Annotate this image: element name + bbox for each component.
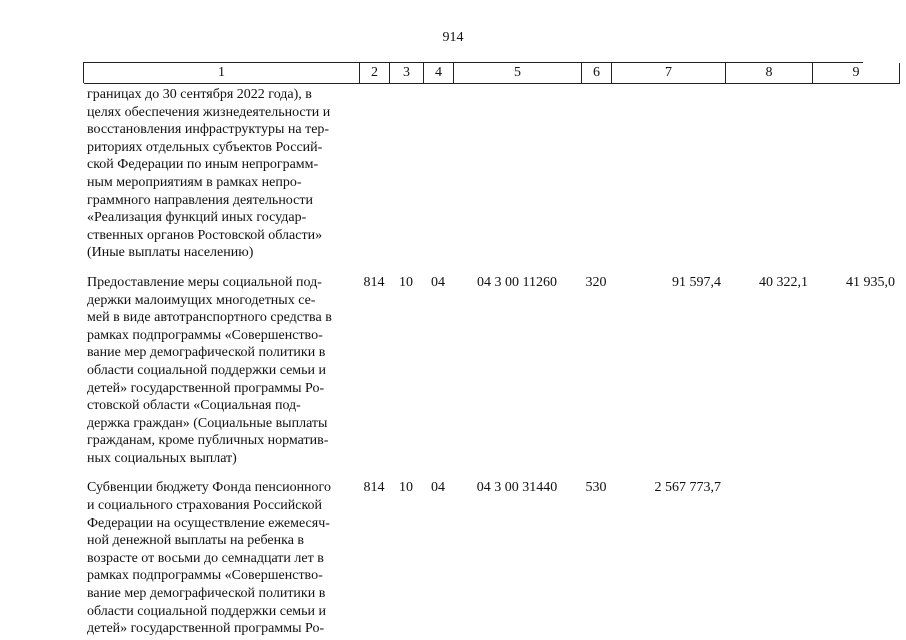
amount-col-7: 91 597,4	[672, 274, 721, 290]
page-number: 914	[442, 30, 464, 45]
section-code: 10	[399, 480, 413, 496]
column-header: 2	[360, 63, 390, 84]
subsection-code	[423, 86, 453, 262]
column-header: 8	[726, 63, 813, 84]
amount-col-8: 40 322,1	[759, 274, 808, 290]
amount-col-8	[725, 86, 812, 262]
target-article-code: 04 3 00 31440	[476, 480, 558, 496]
amount-col-9	[812, 86, 899, 262]
row-description: Субвенции бюджету Фонда пенсионного и социального страхования Российской Федерации на осуществление ежемесяч- ной денежной выплаты на ребенка в возрасте от восьми до семнадцати лет в рамках подпрограммы «Совершенство- вание мер демографической политики в области социальной поддержки семьи и детей» государственной программы Ро-	[87, 480, 331, 637]
amount-col-7: 2 567 773,7	[654, 480, 721, 496]
subsection-code: 04	[431, 274, 445, 290]
column-header: 1	[84, 63, 360, 84]
ministry-code: 814	[363, 274, 385, 290]
expense-type-code: 530	[585, 480, 607, 496]
ministry-code: 814	[363, 480, 385, 496]
column-header: 7	[612, 63, 726, 84]
column-header: 6	[582, 63, 612, 84]
target-article-code	[453, 86, 581, 262]
row-description: Предоставление меры социальной под- держки малоимущих многодетных се- мей в виде автотранспортного средства в рамках подпрограммы «Совершенство- вание мер демографической политики в области социальной поддержки семьи и детей» государственной программы Ро- стовской области «Социальная под- держка граждан» (Социальные выплаты гражданам, кроме публичных норматив- ных социальных выплат)	[87, 274, 332, 466]
table-row	[83, 86, 863, 262]
budget-table	[83, 62, 895, 638]
row-description: границах до 30 сентября 2022 года), в целях обеспечения жизнедеятельности и восстановления инфраструктуры на тер- риториях отдельных субъектов Россий- ской Федерации по иным непрограмм- ным мероприятиям в рамках непро- граммного направления деятельности «Реализация функций иных государ- ственных органов Ростовской области» (Иные выплаты населению)	[87, 87, 331, 261]
column-header: 9	[813, 63, 900, 84]
table-header	[83, 62, 863, 83]
table-row	[83, 479, 863, 637]
amount-col-7	[611, 86, 725, 262]
section-code: 10	[399, 274, 413, 290]
ministry-code	[359, 86, 389, 262]
table-row	[83, 274, 895, 468]
amount-col-8	[725, 479, 812, 637]
column-header: 5	[454, 63, 582, 84]
expense-type-code: 320	[585, 274, 607, 290]
amount-col-9	[812, 479, 899, 637]
section-code	[389, 86, 423, 262]
expense-type-code	[581, 86, 611, 262]
amount-col-9: 41 935,0	[846, 274, 895, 290]
column-header: 3	[390, 63, 424, 84]
subsection-code: 04	[431, 480, 445, 496]
column-header: 4	[424, 63, 454, 84]
target-article-code: 04 3 00 11260	[477, 274, 557, 290]
